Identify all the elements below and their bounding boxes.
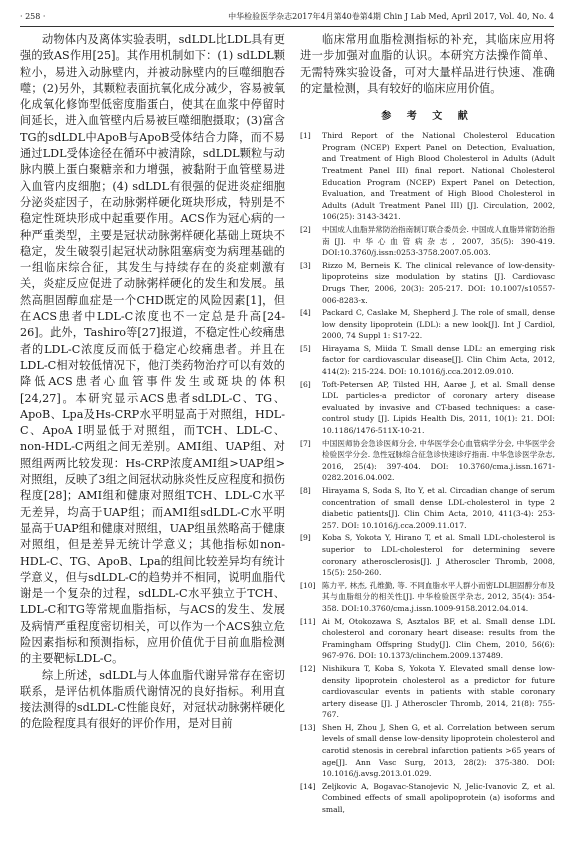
reference-number: [1] [300, 131, 311, 141]
reference-item [300, 485, 555, 531]
reference-number: [9] [300, 533, 311, 543]
reference-text: Toft-Petersen AP, Tilsted HH, Aarøe J, et al. Small dense LDL particles-a predictor of coronary artery disease evaluated by invasive and CT-based techniques: a case-control study [J]. Lipids Health Dis, 2011, 10(1): 21. DOI: 10.1186/1476-511X-10-21. [322, 379, 555, 436]
reference-text: Rizzo M, Berneis K. The clinical relevance of low-density-lipoproteins size modulation by statins [J]. Cardiovasc Drugs Ther, 2006, 20(3): 205-217. DOI: 10.1007/s10557-006-8283-x. [322, 260, 555, 305]
references-heading: 参 考 文 献 [381, 111, 474, 123]
reference-text: 中国医师协会急诊医师分会, 中华医学会心血管病学分会, 中华医学会检验医学分会. 急性冠脉综合征急诊快速诊疗指南. 中华急诊医学杂志, 2016, 25(4): 397-404. DOI: 10.3760/cma.j.issn.1671-0282.2016.04.002. [322, 438, 555, 483]
reference-number: [11] [300, 616, 316, 626]
page-number: · 258 · [20, 12, 46, 21]
body-paragraph-mechanism-and-results: 动物体内及离体实验表明，sdLDL比LDL具有更强的致AS作用[25]。其作用机制如下：(1) sdLDL颗粒小，易进入动脉壁内，并被动脉壁内的巨噬细胞吞噬；(2)另外，其颗粒表面抗氧化成分减少，容易被氧化成氧化修饰型低密度脂蛋白，使其在血浆中停留时间延长，进入血管壁内后易被巨噬细胞摄取；(3)富含TG的sdLDL中ApoB与ApoB受体结合力降，而不易通过LDL受体途径在循环中被清除，sdLDL颗粒与动脉内膜上蛋白聚糖亲和力增强，被黏附于血管壁易进入血管内皮细胞；(4) sdLDL有很强的促进炎症细胞分泌炎症因子，在动脉粥样硬化斑块形成，特别是不稳定性斑块形成中起重要作用。ACS作为冠心病的一种严重类型，主要是冠状动脉粥样硬化基础上斑块不稳定，发生破裂引起冠状动脉阻塞病变为病理基础的一组临床综合征，其发生与持续存在的炎症刺激有关，炎症反应促进了动脉粥样硬化的发生和发展。虽然高胆固醇血症是一个CHD既定的风险因素[1]，但在ACS患者中LDL-C浓度也不一定总是升高[24-26]。此外，Tashiro等[27]报道，不稳定性心绞痛患者的LDL-C浓度反而低于稳定心绞痛患者。并且在LDL-C相对较低情况下，他汀类药物治疗可以有效的降低ACS患者心血管事件发生或斑块的体积[24,27]。本研究显示ACS患者sdLDL-C、TG、ApoB、Lpa及Hs-CRP水平明显高于对照组，HDL-C、ApoA I明显低于对照组，而TCH、LDL-C、non-HDL-C两组之间无差别。AMI组、UAP组、对照组两两比较发现：Hs-CRP浓度AMI组>UAP组>对照组，反映了3组之间冠状动脉炎性反应程度和损伤程度[28]；AMI组和健康对照组TCH、LDL-C水平无差异，均高于UAP组；而AMI组sdLDL-C水平明显高于UAP组和健康对照组，UAP组虽然略高于健康对照组，但是差异无统计学意义；其他指标如non-HDL-C、TG、ApoB、Lpa的组间比较差异均有统计学意义，但与sdLDL-C的趋势并不相同，说明血脂代谢是一个复杂的过程，sdLDL-C水平独立于TCH、LDL-C和TG等常规血脂指标，与ACS的发生、发展及病情严重程度密切相关，可以作为一个ACS独立危险因素指标和预测指标，应用价值优于目前血脂检测的主要靶标LDL-C。 [20, 33, 285, 666]
reference-number: [3] [300, 260, 311, 270]
reference-number: [4] [300, 308, 311, 318]
reference-number: [10] [300, 580, 316, 590]
reference-number: [5] [300, 343, 311, 353]
body-paragraph-conclusion: 综上所述，sdLDL与人体血脂代谢异常存在密切联系，是评估机体脂质代谢情况的良好指标。利用直接法测得的sdLDL-C性能良好，对冠状动脉粥样硬化的危险程度具有很好的评价作用，是对目前 [20, 668, 285, 731]
reference-number: [13] [300, 722, 316, 732]
right-column [300, 32, 555, 840]
reference-item [300, 260, 555, 306]
reference-number: [14] [300, 781, 316, 791]
reference-text: Third Report of the National Cholesterol Education Program (NCEP) Expert Panel on Detection, Evaluation, and Treatment of High Blood Cholesterol in Adults (Adult Treatment Panel III) final report. National Cholesterol Education Program (NCEP) Expert Panel on Detection, Evaluation, and Treatment of High Blood Cholesterol in Adults (Adult Treatment Panel III) [J]. Circulation, 2002, 106(25): 3143-3421. [322, 131, 555, 222]
reference-number: [6] [300, 379, 311, 389]
reference-item [300, 307, 555, 342]
reference-list [300, 130, 555, 815]
reference-item [300, 663, 555, 721]
reference-text: Hirayama S, Soda S, Ito Y, et al. Circadian change of serum concentration of small dense LDL-cholesterol in type 2 diabetic patients[J]. Clin Chim Acta, 2010, 411(3-4): 253-257. DOI: 10.1016/j.cca.2009.11.017. [322, 486, 555, 530]
reference-text: Shen H, Zhou J, Shen G, et al. Correlation between serum levels of small dense low-density lipoprotein cholesterol and carotid stenosis in cerebral infarction patients >65 years of age[J]. Ann Vasc Surg, 2013, 28(2): 375-380. DOI: 10.1016/j.avsg.2013.01.029. [322, 722, 555, 779]
reference-number: [12] [300, 663, 316, 673]
reference-number: [8] [300, 486, 311, 495]
reference-item [300, 130, 555, 223]
left-column [20, 32, 285, 840]
reference-text: 陈力平, 林杰, 孔维勤, 等. 不同血脂水平人群小而密LDL胆固醇分布及其与血脂组分的相关性[J]. 中华检验医学杂志, 2012, 35(4): 354-358. DOI:10.3760/cma.j.issn.1009-9158.2012.04.014. [322, 580, 555, 613]
reference-number: [7] [300, 438, 311, 448]
running-header [20, 8, 554, 27]
reference-text: 中国成人血脂异常防治指南制订联合委员会. 中国成人血脂异常防治指南[J]. 中华心血管病杂志, 2007, 35(5): 390-419. DOI:10.3760/j.issn:0253-3758.2007.05.003. [322, 224, 555, 258]
reference-item [300, 379, 555, 437]
reference-text: Nishikura T, Koba S, Yokota Y. Elevated small dense low-density lipoprotein cholesterol as a predictor for future cardiovascular events in patients with stable coronary artery disease [J]. J Atheroscler Thromb, 2014, 21(8): 755-767. [322, 663, 555, 720]
reference-item [300, 224, 555, 259]
reference-number: [2] [300, 224, 311, 234]
reference-text: Ai M, Otokozawa S, Asztalos BF, et al. Small dense LDL cholesterol and coronary heart disease: results from the Framingham Offspring Study[J]. Clin Chem, 2010, 56(6): 967-976. DOI: 10.1373/clinchem.2009.137489. [322, 616, 555, 661]
reference-text: Koba S, Yokota Y, Hirano T, et al. Small LDL-cholesterol is superior to LDL-cholesterol for determining severe coronary atherosclerosis[J]. J Atheroscler Thromb, 2008, 15(5): 250-260. [322, 533, 555, 578]
reference-text: Zeljkovic A, Bogavac-Stanojevic N, Jelic-Ivanovic Z, et al. Combined effects of small apolipoprotein (a) isoforms and small, [322, 781, 555, 815]
journal-citation-line: 中华检验医学杂志2017年4月第40卷第4期 Chin J Lab Med, April 2017, Vol. 40, No. 4 [228, 12, 554, 21]
reference-item [300, 722, 555, 780]
reference-item [300, 580, 555, 615]
reference-item [300, 438, 555, 484]
reference-item [300, 616, 555, 662]
reference-item [300, 781, 555, 816]
reference-item [300, 343, 555, 378]
reference-text: Hirayama S, Miida T. Small dense LDL: an emerging risk factor for cardiovascular disease[J]. Clin Chim Acta, 2012, 414(2): 215-224. DOI: 10.1016/j.cca.2012.09.010. [322, 343, 555, 377]
body-paragraph-conclusion-continued: 临床常用血脂检测指标的补充，其临床应用将进一步加强对血脂的认识。本研究方法操作简单、无需特殊实验设备，可对大量样品进行快速、准确的定量检测，具有较好的临床应用价值。 [300, 33, 555, 95]
reference-item [300, 532, 555, 578]
reference-text: Packard C, Caslake M, Shepherd J. The role of small, dense low density lipoprotein (LDL): a new look[J]. Int J Cardiol, 2000, 74 Suppl 1: S17-22. [322, 308, 555, 341]
